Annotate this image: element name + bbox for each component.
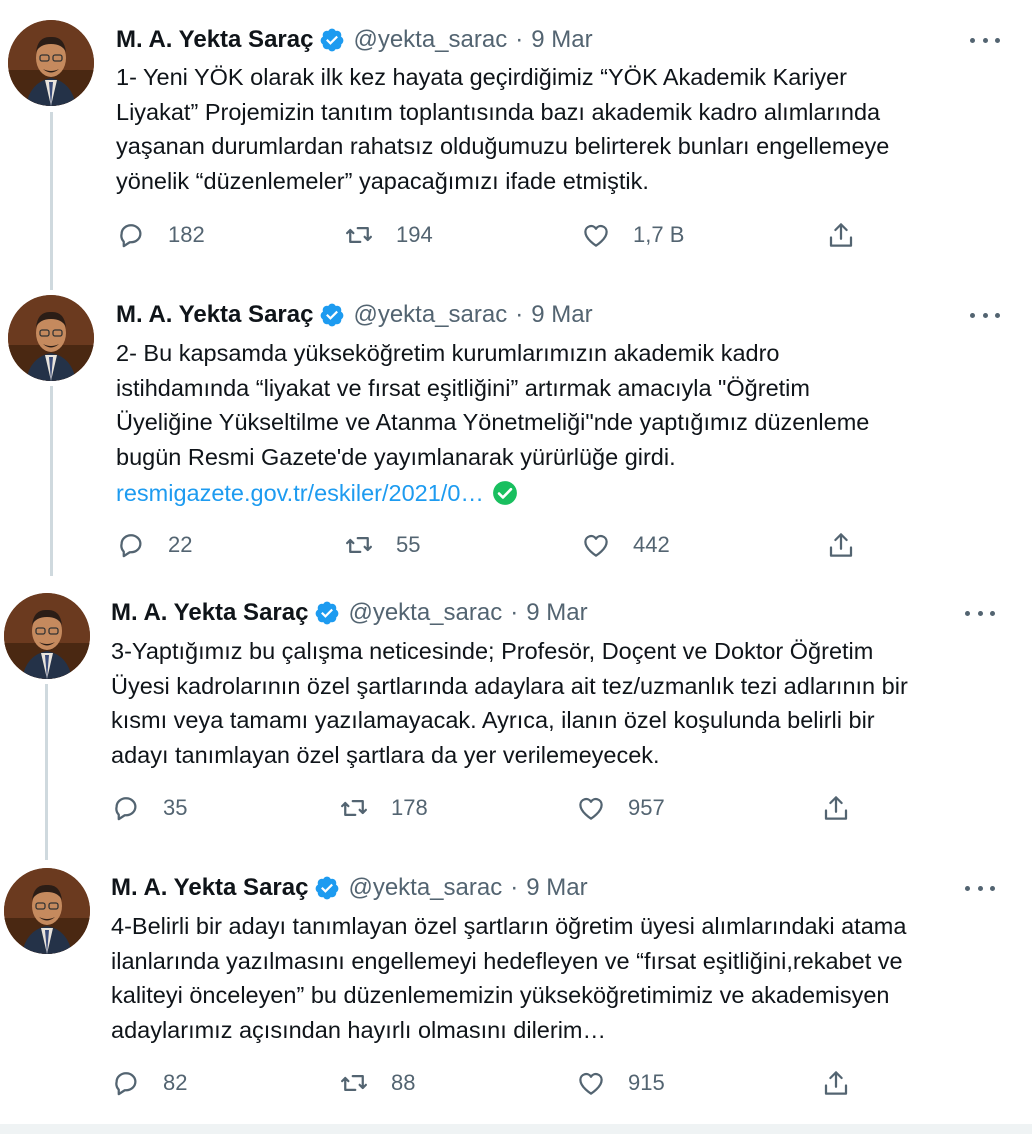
retweet-icon: [339, 1068, 369, 1098]
check-circle-icon: [492, 480, 518, 506]
author-handle[interactable]: @yekta_sarac: [353, 26, 508, 53]
reply-button[interactable]: [116, 530, 192, 560]
tweet-link[interactable]: [116, 476, 518, 511]
verified-badge-icon: [314, 600, 340, 626]
avatar-image: [8, 20, 94, 106]
reply-icon: [116, 530, 146, 560]
retweet-icon: [344, 530, 374, 560]
reply-count: 182: [168, 222, 205, 247]
separator: ·: [510, 599, 519, 626]
retweet-count: 178: [391, 795, 428, 820]
reply-button[interactable]: [111, 1068, 187, 1098]
verified-badge-icon: [319, 27, 345, 53]
retweet-button[interactable]: [344, 530, 420, 560]
more-icon[interactable]: [965, 603, 995, 623]
retweet-count: 194: [396, 222, 433, 247]
tweet-date[interactable]: 9 Mar: [531, 26, 593, 53]
reply-button[interactable]: [116, 220, 205, 250]
tweet-header: [111, 598, 588, 628]
separator: ·: [510, 874, 519, 901]
thread-line: [50, 112, 53, 290]
tweet-text: 2- Bu kapsamda yükseköğretim kurumlarımızın akademik kadro istihdamında “liyakat ve fırsat eşitliğini” artırmak amacıyla "Öğretim Üyeliğine Yükseltilme ve Atanma Yönetmeliği"nde yaptığımız düzenleme bugün Resmi Gazete'de yayımlanarak yürürlüğe girdi.: [116, 340, 870, 471]
tweet-date[interactable]: 9 Mar: [531, 301, 593, 328]
tweet-header: [116, 25, 593, 55]
reply-button[interactable]: [111, 793, 187, 823]
share-icon: [821, 1068, 851, 1098]
retweet-icon: [344, 220, 374, 250]
like-icon: [576, 793, 606, 823]
reply-count: 82: [163, 1070, 188, 1095]
share-button[interactable]: [821, 793, 851, 823]
like-button[interactable]: [581, 220, 684, 250]
thread-line: [50, 386, 53, 576]
reply-icon: [111, 793, 141, 823]
share-icon: [826, 530, 856, 560]
tweet-actions: [111, 1068, 871, 1108]
like-count: 442: [633, 532, 670, 557]
retweet-count: 88: [391, 1070, 416, 1095]
author-name[interactable]: M. A. Yekta Saraç: [111, 874, 309, 901]
tweet-actions: [116, 220, 876, 260]
more-icon[interactable]: [970, 30, 1000, 50]
author-name[interactable]: M. A. Yekta Saraç: [111, 599, 309, 626]
like-icon: [581, 530, 611, 560]
tweet-date[interactable]: 9 Mar: [526, 874, 588, 901]
author-handle[interactable]: @yekta_sarac: [353, 301, 508, 328]
like-count: 1,7 B: [633, 222, 685, 247]
more-icon[interactable]: [965, 878, 995, 898]
share-button[interactable]: [821, 1068, 851, 1098]
thread-line: [45, 684, 48, 860]
like-count: 957: [628, 795, 665, 820]
reply-count: 35: [163, 795, 188, 820]
share-icon: [826, 220, 856, 250]
avatar[interactable]: [8, 295, 94, 381]
avatar[interactable]: [8, 20, 94, 106]
retweet-button[interactable]: [339, 793, 428, 823]
author-name[interactable]: M. A. Yekta Saraç: [116, 26, 314, 53]
share-button[interactable]: [826, 530, 856, 560]
tweet-header: [111, 873, 588, 903]
more-icon[interactable]: [970, 305, 1000, 325]
retweet-icon: [339, 793, 369, 823]
bottom-divider: [0, 1124, 1032, 1134]
link-text[interactable]: resmigazete.gov.tr/eskiler/2021/0…: [116, 480, 484, 506]
avatar[interactable]: [4, 868, 90, 954]
avatar-image: [4, 593, 90, 679]
tweet-date[interactable]: 9 Mar: [526, 599, 588, 626]
avatar-image: [8, 295, 94, 381]
verified-badge-icon: [314, 875, 340, 901]
tweet-text: 3-Yaptığımız bu çalışma neticesinde; Profesör, Doçent ve Doktor Öğretim Üyesi kadrolarının özel şartlarında adaylara ait tez/uzmanlık tezi adlarının bir kısmı veya tamamı yazılamayacak. Ayrıca, ilanın özel koşulunda belirli bir adayı tanımlayan özel şartlara da yer verilemeyecek.: [111, 638, 908, 769]
like-count: 915: [628, 1070, 665, 1095]
share-button[interactable]: [826, 220, 856, 250]
verified-badge-icon: [319, 302, 345, 328]
tweet-actions: [116, 530, 876, 570]
avatar-image: [4, 868, 90, 954]
author-handle[interactable]: @yekta_sarac: [348, 599, 503, 626]
reply-icon: [116, 220, 146, 250]
reply-count: 22: [168, 532, 193, 557]
separator: ·: [515, 26, 524, 53]
avatar[interactable]: [4, 593, 90, 679]
tweet-text: 4-Belirli bir adayı tanımlayan özel şartların öğretim üyesi alımlarındaki atama ilanlarında yazılmasını engellemeyi hedefleyen ve “fırsat eşitliğini,rekabet ve kaliteyi önceleyen” bu düzenlememizin yükseköğretimimiz ve akademisyen adaylarımız açısından hayırlı olmasını dilerim…: [111, 913, 907, 1044]
retweet-count: 55: [396, 532, 421, 557]
tweet-header: [116, 300, 593, 330]
tweet-actions: [111, 793, 871, 833]
tweet-text: 1- Yeni YÖK olarak ilk kez hayata geçirdiğimiz “YÖK Akademik Kariyer Liyakat” Projemizin tanıtım toplantısında bazı akademik kadro alımlarında yaşanan durumlardan rahatsız olduğumuzu belirterek bunları engellemeye yönelik “düzenlemeler” yapacağımızı ifade etmiştik.: [116, 64, 890, 195]
author-name[interactable]: M. A. Yekta Saraç: [116, 301, 314, 328]
like-icon: [576, 1068, 606, 1098]
share-icon: [821, 793, 851, 823]
separator: ·: [515, 301, 524, 328]
author-handle[interactable]: @yekta_sarac: [348, 874, 503, 901]
retweet-button[interactable]: [339, 1068, 415, 1098]
like-button[interactable]: [576, 793, 665, 823]
retweet-button[interactable]: [344, 220, 433, 250]
like-button[interactable]: [576, 1068, 665, 1098]
like-button[interactable]: [581, 530, 670, 560]
reply-icon: [111, 1068, 141, 1098]
like-icon: [581, 220, 611, 250]
